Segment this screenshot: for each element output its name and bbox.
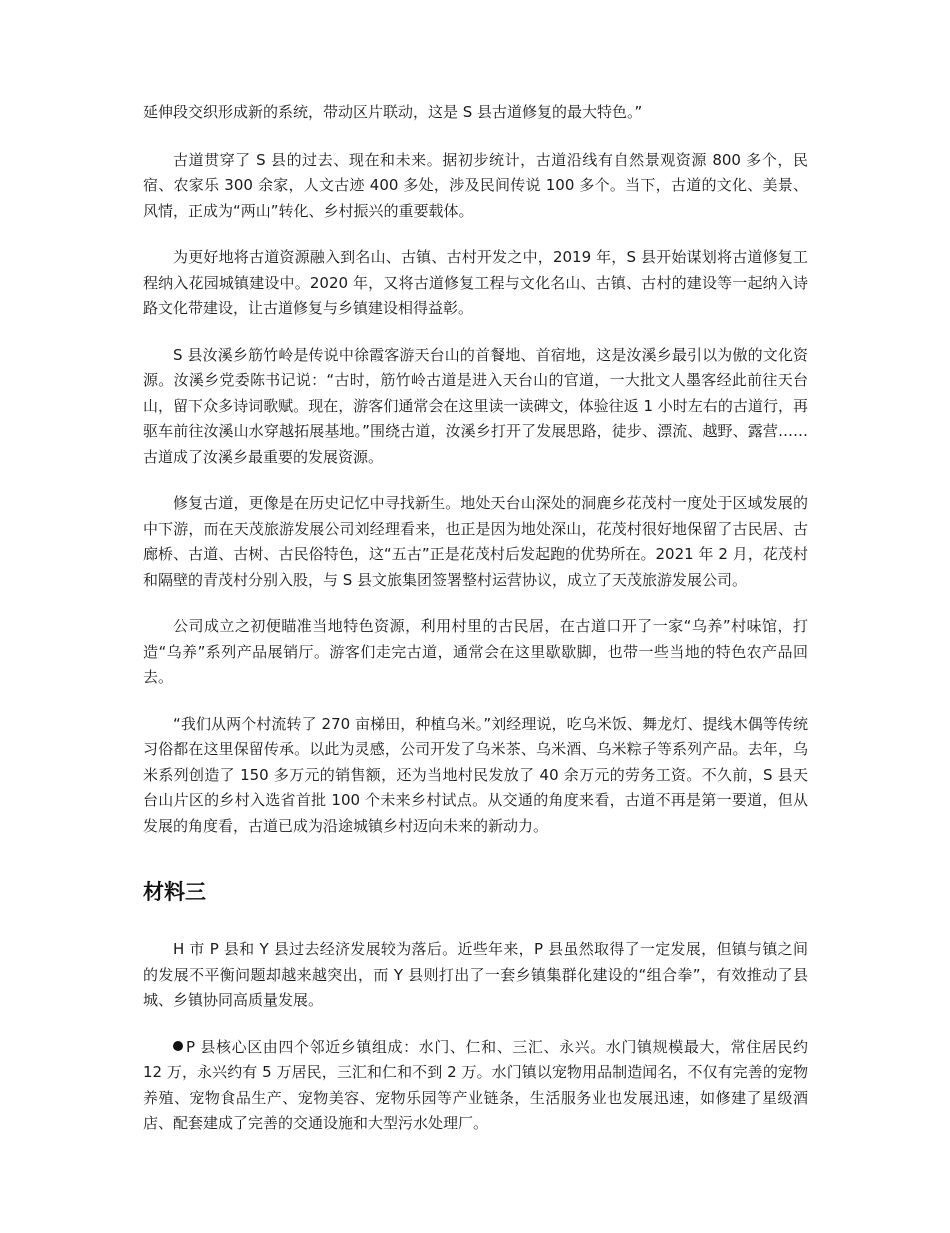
document-page: [143, 100, 808, 1158]
paragraph-ruxi-township: S 县汝溪乡筋竹岭是传说中徐霞客游天台山的首餐地、首宿地，这是汝溪乡最引以为傲的文化资源。汝溪乡党委陈书记说：“古时，筋竹岭古道是进入天台山的官道，一大批文人墨客经此前往天台山，留下众多诗词歌赋。现在，游客们通常会在这里读一读碑文，体验往返 1 小时左右的古道行，再驱车前往汝溪山水穿越拓展基地。”围绕古道，汝溪乡打开了发展思路，徒步、漂流、越野、露营……古道成了汝溪乡最重要的发展资源。: [143, 345, 808, 466]
section-title: 材料三: [143, 880, 206, 904]
paragraph-p-county-text: P 县核心区由四个邻近乡镇组成：水门、仁和、三汇、永兴。水门镇规模最大，常住居民约 12 万，永兴约有 5 万居民，三汇和仁和不到 2 万。水门镇以宠物用品制造闻名，不仅有完善的宠物养殖、宠物食品生产、宠物美容、宠物乐园等产业链条，生活服务业也发展迅速，如修建了星级酒店、配套建成了完善的交通设施和大型污水处理厂。: [143, 1037, 808, 1132]
paragraph-material-three-intro: H 市 P 县和 Y 县过去经济发展较为落后。近些年来，P 县虽然取得了一定发展，但镇与镇之间的发展不平衡问题却越来越突出，而 Y 县则打出了一套乡镇集群化建设的“组合拳”，有效推动了县城、乡镇协同高质量发展。: [143, 940, 808, 1009]
paragraph-ancient-road-overview: 古道贯穿了 S 县的过去、现在和未来。据初步统计，古道沿线有自然景观资源 800 多个，民宿、农家乐 300 余家，人文古迹 400 多处，涉及民间传说 100 多个。当下，古道的文化、美景、风情，正成为“两山”转化、乡村振兴的重要载体。: [143, 150, 808, 220]
paragraph-black-rice: “我们从两个村流转了 270 亩梯田，种植乌米。”刘经理说，吃乌米饭、舞龙灯、提线木偶等传统习俗都在这里保留传承。以此为灵感，公司开发了乌米茶、乌米酒、乌米粽子等系列产品。去年，乌米系列创造了 150 多万元的销售额，还为当地村民发放了 40 余万元的劳务工资。不久前，S 县天台山片区的乡村入选省首批 100 个未来乡村试点。从交通的角度来看，古道不再是第一要道，但从发展的角度看，古道已成为沿途城镇乡村迈向未来的新动力。: [143, 714, 808, 835]
paragraph-company-founding: 公司成立之初便瞄准当地特色资源，利用村里的古民居，在古道口开了一家“乌养”村味馆，打造“乌养”系列产品展销厅。游客们走完古道，通常会在这里歇歇脚，也带一些当地的特色农产品回去。: [143, 617, 808, 686]
paragraph-p-county-core: [143, 1035, 808, 1137]
paragraph-huamao-village: 修复古道，更像是在历史记忆中寻找新生。地处天台山深处的洞鹿乡花茂村一度处于区域发展的中下游，而在天茂旅游发展公司刘经理看来，也正是因为地处深山，花茂村很好地保留了古民居、古廊桥、古道、古树、古民俗特色，这“五古”正是花茂村后发起跑的优势所在。2021 年 2 月，花茂村和隔壁的青茂村分别入股，与 S 县文旅集团签署整村运营协议，成立了天茂旅游发展公司。: [143, 494, 808, 589]
paragraph-continuation: 延伸段交织形成新的系统，带动区片联动，这是 S 县古道修复的最大特色。”: [143, 103, 643, 121]
paragraph-road-planning: 为更好地将古道资源融入到名山、古镇、古村开发之中，2019 年，S 县开始谋划将古道修复工程纳入花园城镇建设中。2020 年，又将古道修复工程与文化名山、古镇、古村的建设等一起纳入诗路文化带建设，让古道修复与乡镇建设相得益彰。: [143, 248, 808, 317]
bullet-icon: [173, 1041, 183, 1051]
